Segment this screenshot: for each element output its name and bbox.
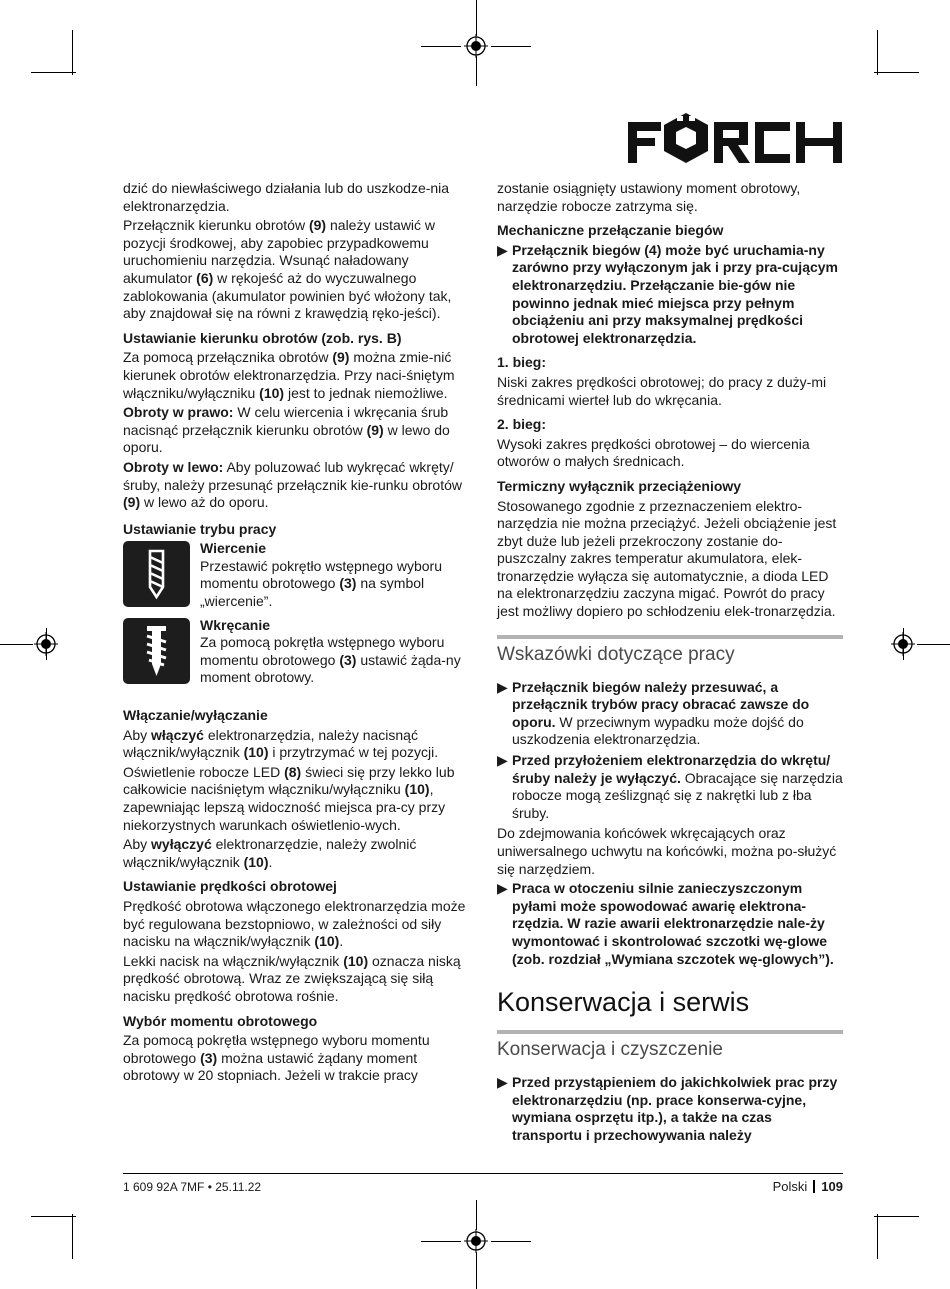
crop-mark <box>877 30 878 75</box>
heading-gear-1: 1. bieg: <box>497 354 547 371</box>
registration-mark-left <box>34 632 58 656</box>
paragraph: Niski zakres prędkości obrotowej; do pracy z duży-mi średnicami wierteł lub do wkręcania. <box>497 373 827 408</box>
crop-mark <box>874 72 919 73</box>
bullet-tip-4: ▶ Przed przystąpieniem do jakichkolwiek prac przy elektronarzędziu (np. prace konserwa-cyjne, wymiana osprzętu itp.), a także na czas transportu i przechowywania należy <box>497 1074 838 1143</box>
heading-gear: Mechaniczne przełączanie biegów <box>497 222 724 239</box>
crop-mark <box>0 644 33 645</box>
paragraph: zostanie osiągnięty ustawiony moment obrotowy, narzędzie robocze zatrzyma się. <box>497 180 801 214</box>
mode-drilling <box>123 540 471 610</box>
paragraph: Oświetlenie robocze LED (8) świeci się przy lekko lub całkowicie naciśniętym włączniku/wyłączniku (10), zapewniając lepszą widoczność miejsca pra-cy przy niekorzystnych warunkach oświetlenio-wych. <box>123 763 455 833</box>
drill-bit-icon <box>123 541 190 607</box>
crop-mark <box>72 1214 73 1259</box>
mode-screwing-text: Za pomocą pokrętła wstępnego wyboru momentu obrotowego (3) ustawić żąda-ny moment obrotowy. <box>200 634 461 686</box>
mode-screwing <box>123 617 471 687</box>
triangle-bullet-icon: ▶ <box>497 752 508 769</box>
chapter-title: Konserwacja i serwis <box>497 987 750 1018</box>
crop-mark <box>31 1216 76 1217</box>
triangle-bullet-icon: ▶ <box>497 241 508 258</box>
crop-mark <box>421 1241 461 1242</box>
paragraph: Wysoki zakres prędkości obrotowej – do wiercenia otworów o małych średnicach. <box>497 435 810 470</box>
crop-mark <box>917 644 950 645</box>
crop-mark <box>476 56 477 86</box>
section-title-tips: Wskazówki dotyczące pracy <box>497 635 843 667</box>
paragraph: Aby wyłączyć elektronarzędzie, należy zwolnić włącznik/wyłącznik (10). <box>123 836 417 870</box>
bullet-gear: ▶ Przełącznik biegów (4) może być uruchamia-ny zarówno przy wyłączonym jak i przy pra-cującym elektronarzędziu. Przełączanie bie-gów nie powinno jednak mieć miejsca przy pełnym obciążeniu ani przy maksymalnej prędkości obrotowej elektronarzędzia. <box>497 241 838 346</box>
paragraph: Stosowanego zgodnie z przeznaczeniem elektro-narzędzia nie można przeciążyć. Jeżeli obciążenie jest zbyt duże lub jeżeli przekroczony zostanie do-puszczalny zakres temperatur akumulatora, elek-tronarzędzie wyłącza się automatycznie, a dioda LED na elektronarzędziu zaczyna migać. Powrót do pracy jest możliwy dopiero po schłodzeniu elek-tronarzędzia. <box>497 497 837 620</box>
left-column <box>123 180 471 1087</box>
crop-mark <box>491 46 531 47</box>
crop-mark <box>421 46 461 47</box>
heading-onoff: Włączanie/wyłączanie <box>123 707 268 724</box>
heading-torque: Wybór momentu obrotowego <box>123 1012 318 1029</box>
paragraph: Prędkość obrotowa włączonego elektronarzędzia może być regulowana bezstopniowo, w zależności od siły nacisku na włącznik/wyłącznik (10). <box>123 897 466 950</box>
heading-direction: Ustawianie kierunku obrotów (zob. rys. B) <box>123 329 402 346</box>
footer-rule <box>123 1173 843 1174</box>
heading-speed: Ustawianie prędkości obrotowej <box>123 878 337 895</box>
bullet-tip-2: ▶ Przed przyłożeniem elektronarzędzia do wkrętu/śruby należy je wyłączyć. Obracające się narzędzia robocze mogą ześlizgnąć się z nakrętki lub z łba śruby. <box>497 752 843 821</box>
heading-thermal: Termiczny wyłącznik przeciążeniowy <box>497 477 742 494</box>
triangle-bullet-icon: ▶ <box>497 880 508 897</box>
heading-gear-2: 2. bieg: <box>497 416 547 433</box>
footer-separator <box>813 1180 815 1193</box>
screw-icon <box>123 618 190 684</box>
footer-language: Polski <box>772 1179 808 1194</box>
crop-mark <box>476 0 477 36</box>
paragraph: Obroty w lewo: Aby poluzować lub wykręcać wkręty/śruby, należy przesunąć przełącznik kie-runku obrotów (9) w lewo aż do oporu. <box>123 458 463 511</box>
forch-logo <box>628 113 842 163</box>
crop-mark <box>72 30 73 75</box>
paragraph: dzić do niewłaściwego działania lub do uszkodze-nia elektronarzędzia. <box>123 180 450 214</box>
crop-mark <box>491 1241 531 1242</box>
section-title-cleaning: Konserwacja i czyszczenie <box>497 1030 843 1062</box>
paragraph: Za pomocą pokrętła wstępnego wyboru momentu obrotowego (3) można ustawić żądany moment obrotowy w 20 stopniach. Jeżeli w trakcie pracy <box>123 1032 430 1084</box>
paragraph: Przełącznik kierunku obrotów (9) należy ustawić w pozycji środkowej, aby zapobiec przypadkowemu uruchomieniu narzędzia. Wsunąć naładowany akumulator (6) w rękojeść aż do wyczuwalnego zablokowania (akumulator powinien być włożony tak, aby znajdował się na równi z krawędzią ręko-jeści). <box>123 217 452 322</box>
mode-screwing-title: Wkręcanie <box>200 616 271 633</box>
right-column <box>497 180 843 1148</box>
crop-mark <box>877 1214 878 1259</box>
registration-mark-top <box>464 34 488 58</box>
paragraph: Aby włączyć elektronarzędzia, należy nacisnąć włącznik/wyłącznik (10) i przytrzymać w tej pozycji. <box>123 726 439 761</box>
paragraph: Za pomocą przełącznika obrotów (9) można zmie-nić kierunek obrotów elektronarzędzia. Przy naci-śniętym włączniku/wyłączniku (10) jest to jednak niemożliwe. <box>123 349 455 401</box>
mode-drilling-text: Przestawić pokrętło wstępnego wyboru momentu obrotowego (3) na symbol „wiercenie”. <box>200 557 443 610</box>
page-number: 109 <box>821 1179 843 1194</box>
bullet-tip-1: ▶ Przełącznik biegów należy przesuwać, a przełącznik trybów pracy obracać zawsze do oporu. W przeciwnym wypadku może dojść do uszkodzenia elektronarzędzia. <box>497 678 810 748</box>
footer-code: 1 609 92A 7MF • 25.11.22 <box>123 1180 262 1194</box>
triangle-bullet-icon: ▶ <box>497 1074 508 1091</box>
bullet-tip-3: ▶ Praca w otoczeniu silnie zanieczyszczonym pyłami może spowodować awarię elektrona-rzędzia. W razie awarii elektronarzędzie nale-ży wymontować i skontrolować szczotki wę-glowe (zob. rozdział „Wymiana szczotek wę-glowych”). <box>497 880 834 967</box>
registration-mark-right <box>891 632 915 656</box>
paragraph: Lekki nacisk na włącznik/wyłącznik (10) oznacza niską prędkość obrotową. Wraz ze zwiększającą się siłą nacisku prędkość obrotowa rośnie. <box>123 952 461 1004</box>
heading-mode: Ustawianie trybu pracy <box>123 520 277 537</box>
footer-page <box>773 1179 843 1194</box>
paragraph: Obroty w prawo: W celu wiercenia i wkręcania śrub nacisnąć przełącznik kierunku obrotów (9) w lewo do oporu. <box>123 404 450 456</box>
crop-mark <box>476 1252 477 1289</box>
mode-drilling-title: Wiercenie <box>200 540 267 557</box>
crop-mark <box>31 72 76 73</box>
registration-mark-bottom <box>464 1229 488 1253</box>
crop-mark <box>476 1200 477 1230</box>
crop-mark <box>874 1216 919 1217</box>
paragraph: Do zdejmowania końcówek wkręcających oraz uniwersalnego uchwytu na końcówki, można po-służyć się narzędziem. <box>497 825 837 877</box>
triangle-bullet-icon: ▶ <box>497 678 508 695</box>
